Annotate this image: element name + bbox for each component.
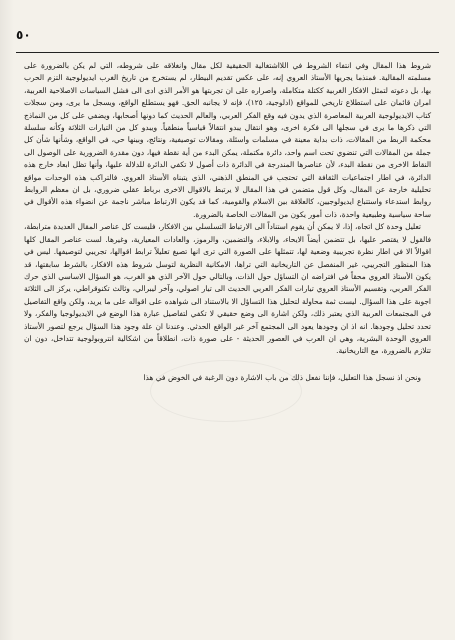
paragraph-3: ونحن اذ نسجل هذا التعليل، فإننا نفعل ذلك من باب الاشارة دون الرغبة في الخوض في هذا xyxy=(143,372,421,382)
faint-stamp-mark xyxy=(150,360,302,422)
paragraph-2: تعليل وحدة كل اتجاه، إذا، لا يمكن أن يقوم استناداً الى الارتباط التسلسلي بين الافكار، فليست كل عناصر المقال العديدة مترابطة، فالقول لا يقتصر عليها، بل تتضمن أيضاً الايحاء، والابلاء، والتضمين، والرموز، والعادات المعيارية، وغيرها. لست عناصر المقال كلها اقوالاً الا في اطار نظرة تجريبية وضعية لها، تتمثلها على الصورة التي ترى انها تصيغ تعليلاً ترابط اقوالها، تجريبي لتوصيفها. ليس في هذا المنظور التجريبي، غير المنفصل عن التاريخانية التي تراها، الامكانية النظرية لتوسل شروط هذه الافكار، بالشرط سابقتها، قد يكون الأستاذ العروي محقاً في افتراضه ان التساؤل حول الذات، وبالتالي حول الآخر الذي هو الغرب، هو السؤال الاساسي الذي حرك الفكر العربي، وتقسيم الأستاذ العروي تيارات الفكر العربي الحديث الى تيار اصولي، وآخر ليبرالي، وثالث تكنوقراطي، يركز الى الثلاثة اجوبة على هذا السؤال. ليست ثمة محاولة لتحليل هذا التساؤل الا بالاستناد الى شواهده على اقواله على ما يريد، ولكن واقع التفاصيل في المجتمعات العربية الذي يعتبر ذلك، ولكن اشارة الى وضع حقيقي لا تكفي لتفاصيل عبارة هذا الوضع في الايديولوجيا والفكر، ولا تحدد تحليل وجودها. انه اذ ان وجودها يعود الى المجتمع آخر غير الواقع الحدثي. وعندنا ان علة وجود هذا السؤال يرجع لتصور الأستاذ العروي الوحدة البشرية، وهي ان العرب في العصور الحديثة - على صورة ذات، انطلاقاً من اشكالية انتروبولوجية تتداخل، دون ان تتلازم بالضرورة، مع التاريخانية. xyxy=(24,222,431,356)
body-text xyxy=(24,60,431,384)
page-gutter-shadow xyxy=(0,0,14,640)
header-rule xyxy=(16,52,439,53)
page-number: ٥٠ xyxy=(16,28,31,42)
paragraph-1: شروط هذا المقال وفي انتفاء الشروط في اللااشتغالية الحقيقية لكل مقال وانغلاقه على شروطه، التي لم يكن بالضرورة على مسلمته المقالية. فمنذما يجريها الأستاذ العروي إنه، على عكس تقديم البيطار، لم يستخرج من تاريخ الغرب ايديولوجية التزم الحرب بها، بل دعوته لتمثل الافكار الغربية ككتلة متكاملة، واصراره على ان تجربتها هو الأمر الذي ادى الى فشل السياسات الاصلاحية العربية، امران قائمان على استطلاع تاريخي للمواقع (ادلوجية، ١٢٥)، فإنه لا يجانبه الحق. فهو يستطلع الواقع، ويسجل ما يرى، ومن سجلات كتاب الايديولوجية العربية المعاصرة الذي يدون فيه وقع الفكر العربي، والعالم الحديث كما دونها أصحابها، ويضفي على كل من النماذج التي ذكرها ما يرى في سجلها الى فكرة اخرى، وهو انتقال يبدو انتقالاً قياسياً منطقياً. ويبدو كل من التيارات الثلاثة وكأنه سلسلة محكمة الربط من المقالات، ذات بداية معينة في مسلمات واسئلة، ومقالات توصيفية، ونتائج، وبينها حي، في الواقع، وشأنها شأن كل جملة من المقالات التي تنضوي تحت اسم واحد، دائرة مكتملة، يمكن البدء من أية نقطة فيها، دون مقدرة الضرورية على الوصول الى النقاط الاخرى من نقطة البدء، لأن عناصرها المندرجة في الدائرة ذات أصول لا تكفي الدائرة للدلالة عليها، وأنها تظل ابعاد خارج هذه الدائرة، في اطار اجتماعيات الثقافة التي تحتجب في المنطق الذهني، الذي يتبناه الأستاذ العروي. فالتراكب هذه الوحدات مواقع تحليلية خارجة عن المقال، وكل قول متضمن في هذا المقال لا يرتبط بالاقوال الاخرى برباط عقلي ضروري، بل ان معظم الروابط روابط استدعاء واستتباع ايديولوجيين، كالعلاقة بين الاسلام والقومية، كما قد يكون الارتباط مباشر ناجمة عن انضواء هذه الأقوال في ساحة سياسية وطبيعية واحدة، ذات أمور يكون من المقالات الخاصة بالضرورة. xyxy=(24,61,431,219)
